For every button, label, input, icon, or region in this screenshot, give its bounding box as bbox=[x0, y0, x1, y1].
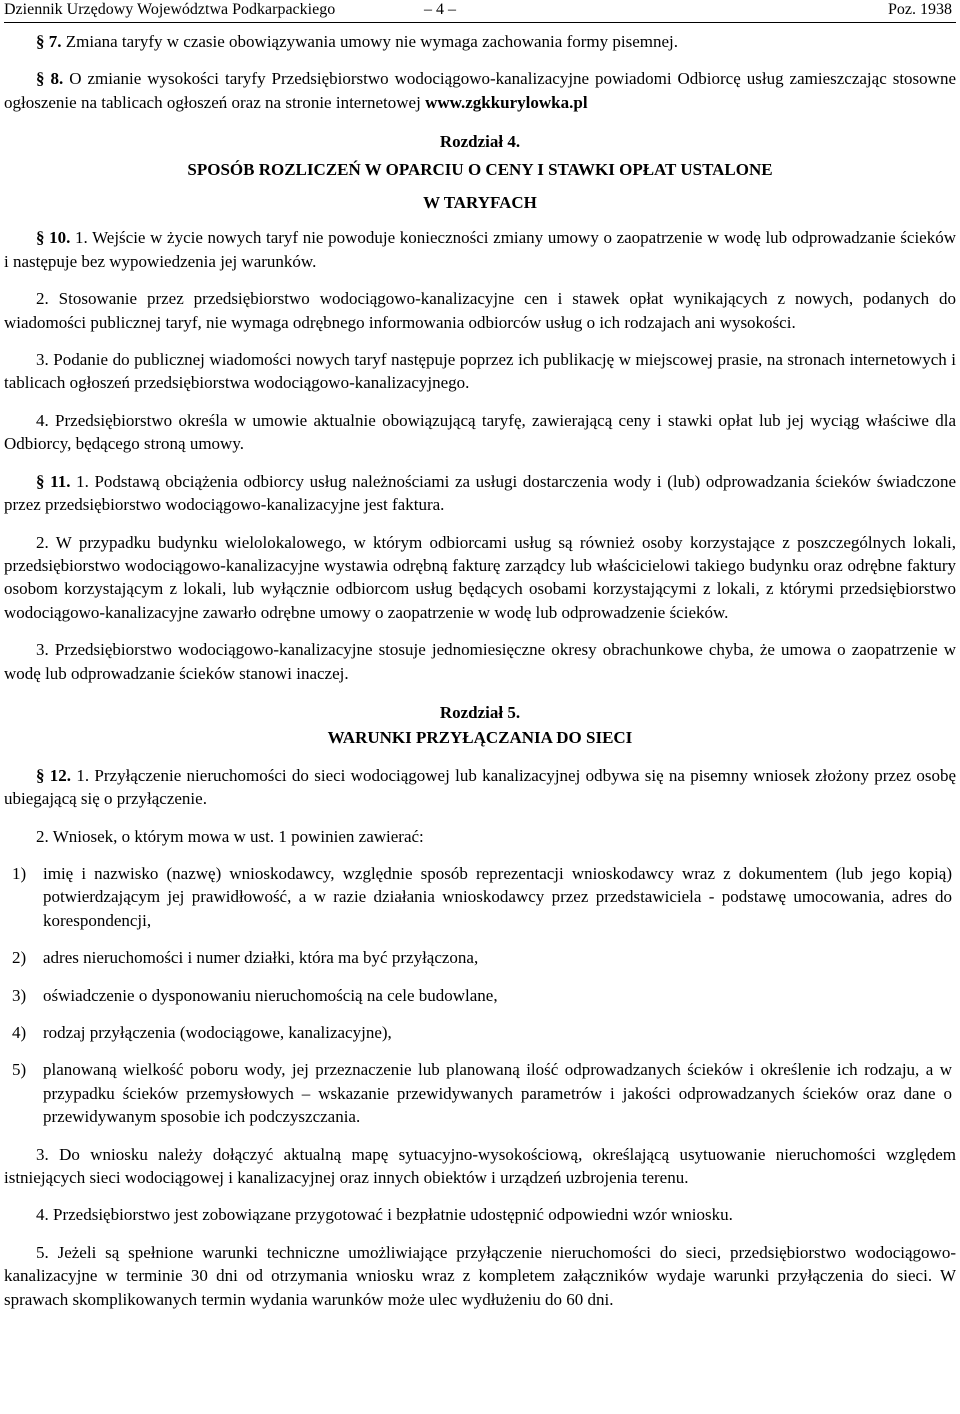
list-marker: 3) bbox=[12, 985, 27, 1005]
paragraph-11-section-1 bbox=[4, 470, 956, 517]
paragraph-text: 1. Przyłączenie nieruchomości do sieci wodociągowej lub kanalizacyjnej odbywa się na pisemny wniosek złożony przez osobę ubiegającą się o przyłączenie. bbox=[4, 765, 957, 809]
paragraph-12-section-2: 2. Wniosek, o którym mowa w ust. 1 powinien zawierać: bbox=[36, 826, 424, 846]
paragraph-number: § 8. bbox=[36, 69, 64, 89]
list-marker: 5) bbox=[12, 1060, 27, 1080]
paragraph-10-section-2: 2. Stosowanie przez przedsiębiorstwo wodociągowo-kanalizacyjne cen i stawek opłat wynikających z nowych, podanych do wiadomości publicznej taryf, nie wymaga odrębnego informowania odbiorców usług o ich rodzajach ani wysokości. bbox=[4, 289, 956, 332]
list-item bbox=[4, 862, 956, 932]
paragraph-text: 1. Wejście w życie nowych taryf nie powoduje konieczności zmiany umowy o zaopatrzenie w wodę lub odprowadzanie ścieków i następuje bez wypowiedzenia jej warunków. bbox=[4, 228, 956, 271]
paragraph-12-section-1 bbox=[4, 764, 956, 811]
chapter-5-title: WARUNKI PRZYŁĄCZANIA DO SIECI bbox=[327, 728, 633, 748]
list-item bbox=[4, 1021, 956, 1044]
paragraph-10-section-4: 4. Przedsiębiorstwo określa w umowie aktualnie obowiązującą taryfę, zawierającą ceny i stawki opłat lub jej wyciąg właściwe dla Odbiorcy, będącego stroną umowy. bbox=[4, 410, 956, 454]
paragraph-number: § 7. bbox=[36, 32, 62, 51]
list-item-text: rodzaj przyłączenia (wodociągowe, kanalizacyjne), bbox=[43, 1023, 392, 1042]
paragraph-number: § 11. bbox=[36, 471, 71, 491]
paragraph-text: 1. Podstawą obciążenia odbiorcy usług należnościami za usługi dostarczenia wody i (lub) odprowadzania ścieków świadczone przez przedsiębiorstwo wodociągowo-kanalizacyjne jest faktura. bbox=[4, 471, 956, 515]
list-item bbox=[4, 1058, 956, 1128]
paragraph-8 bbox=[4, 67, 956, 114]
position-number: Poz. 1938 bbox=[888, 1, 952, 18]
paragraph-number: § 10. bbox=[36, 228, 71, 248]
website-link[interactable]: www.zgkkurylowka.pl bbox=[425, 92, 588, 112]
list-item-text: imię i nazwisko (nazwę) wnioskodawcy, względnie sposób reprezentacji wnioskodawcy wraz z dokumentem (lub jego kopią) potwierdzającym jej prawidłowość, a w razie działania wnioskodawcy przez przedstawiciela - podstawę umocowania, adres do korespondencji, bbox=[43, 863, 952, 930]
list-item bbox=[4, 946, 956, 969]
chapter-4-title: SPOSÓB ROZLICZEŃ W OPARCIU O CENY I STAWKI OPŁAT USTALONE bbox=[187, 159, 773, 179]
paragraph-text: Zmiana taryfy w czasie obowiązywania umowy nie wymaga zachowania formy pisemnej. bbox=[61, 32, 678, 51]
paragraph-12-section-5: 5. Jeżeli są spełnione warunki techniczne umożliwiające przyłączenie nieruchomości do sieci, przedsiębiorstwo wodociągowo-kanalizacyjne w terminie 30 dni od otrzymania wniosku wraz z kompletem załączników wydaje warunki przyłączenia do sieci. W sprawach skomplikowanych termin wydania warunków może ulec wydłużeniu do 60 dni. bbox=[4, 1242, 956, 1309]
list-item-text: planowaną wielkość poboru wody, jej przeznaczenie lub planowaną ilość odprowadzanych ścieków i określenie ich rodzaju, a w przypadku ścieków przemysłowych – wskazanie przewidywanych parametrów i jakości odprowadzanych ścieków oraz dane o przewidywanym sposobie ich podczyszczania. bbox=[43, 1060, 952, 1127]
chapter-4-title-cont: W TARYFACH bbox=[423, 193, 537, 213]
document-page bbox=[4, 0, 956, 1311]
paragraph-text: O zmianie wysokości taryfy Przedsiębiorstwo wodociągowo-kanalizacyjne powiadomi Odbiorcę usług zamieszczając stosowne ogłoszenie na tablicach ogłoszeń oraz na stronie internetowej bbox=[4, 69, 956, 112]
paragraph-7 bbox=[4, 30, 956, 53]
chapter-5-label: Rozdział 5. bbox=[439, 702, 521, 722]
paragraph-10-section-3: 3. Podanie do publicznej wiadomości nowych taryf następuje poprzez ich publikację w miejscowej prasie, na stronach internetowych i tablicach ogłoszeń przedsiębiorstwa wodociągowo-kanalizacyjnego. bbox=[4, 350, 956, 393]
page-number: – 4 – bbox=[424, 1, 456, 18]
paragraph-11-section-3: 3. Przedsiębiorstwo wodociągowo-kanalizacyjne stosuje jednomiesięczne okresy obrachunkowe chyba, że umowa o zaopatrzenie w wodę lub odprowadzanie ścieków stanowi inaczej. bbox=[4, 640, 956, 683]
journal-title: Dziennik Urzędowy Województwa Podkarpackiego bbox=[4, 1, 336, 18]
application-requirements-list bbox=[4, 862, 956, 1129]
page-header bbox=[4, 0, 956, 23]
list-marker: 1) bbox=[12, 863, 27, 883]
paragraph-12-section-4: 4. Przedsiębiorstwo jest zobowiązane przygotować i bezpłatnie udostępnić odpowiedni wzór wniosku. bbox=[36, 1205, 733, 1225]
paragraph-11-section-2: 2. W przypadku budynku wielolokalowego, w którym odbiorcami usług są również osoby korzystające z poszczególnych lokali, przedsiębiorstwo wodociągowo-kanalizacyjne wystawia odrębną fakturę zarządcy lub właścicielowi takiego budynku oraz odrębne faktury osobom korzystającym z lokali, lub wyłącznie odbiorcom usług będących osobami korzystającymi z lokali, z którymi przedsiębiorstwo wodociągowo-kanalizacyjne zawarło odrębne umowy o zaopatrzenie w wodę lub odprowadzenie ścieków. bbox=[4, 532, 956, 622]
paragraph-12-section-3: 3. Do wniosku należy dołączyć aktualną mapę sytuacyjno-wysokościową, określającą usytuowanie nieruchomości względem istniejących sieci wodociągowej i kanalizacyjnej oraz innych obiektów i urządzeń uzbrojenia terenu. bbox=[4, 1144, 956, 1188]
chapter-4-label: Rozdział 4. bbox=[439, 132, 521, 152]
paragraph-10-section-1 bbox=[4, 226, 956, 273]
list-marker: 4) bbox=[12, 1023, 27, 1042]
list-item-text: adres nieruchomości i numer działki, która ma być przyłączona, bbox=[43, 948, 479, 968]
paragraph-number: § 12. bbox=[36, 765, 72, 785]
list-marker: 2) bbox=[12, 948, 27, 968]
list-item bbox=[4, 984, 956, 1007]
list-item-text: oświadczenie o dysponowaniu nieruchomością na cele budowlane, bbox=[43, 985, 498, 1005]
